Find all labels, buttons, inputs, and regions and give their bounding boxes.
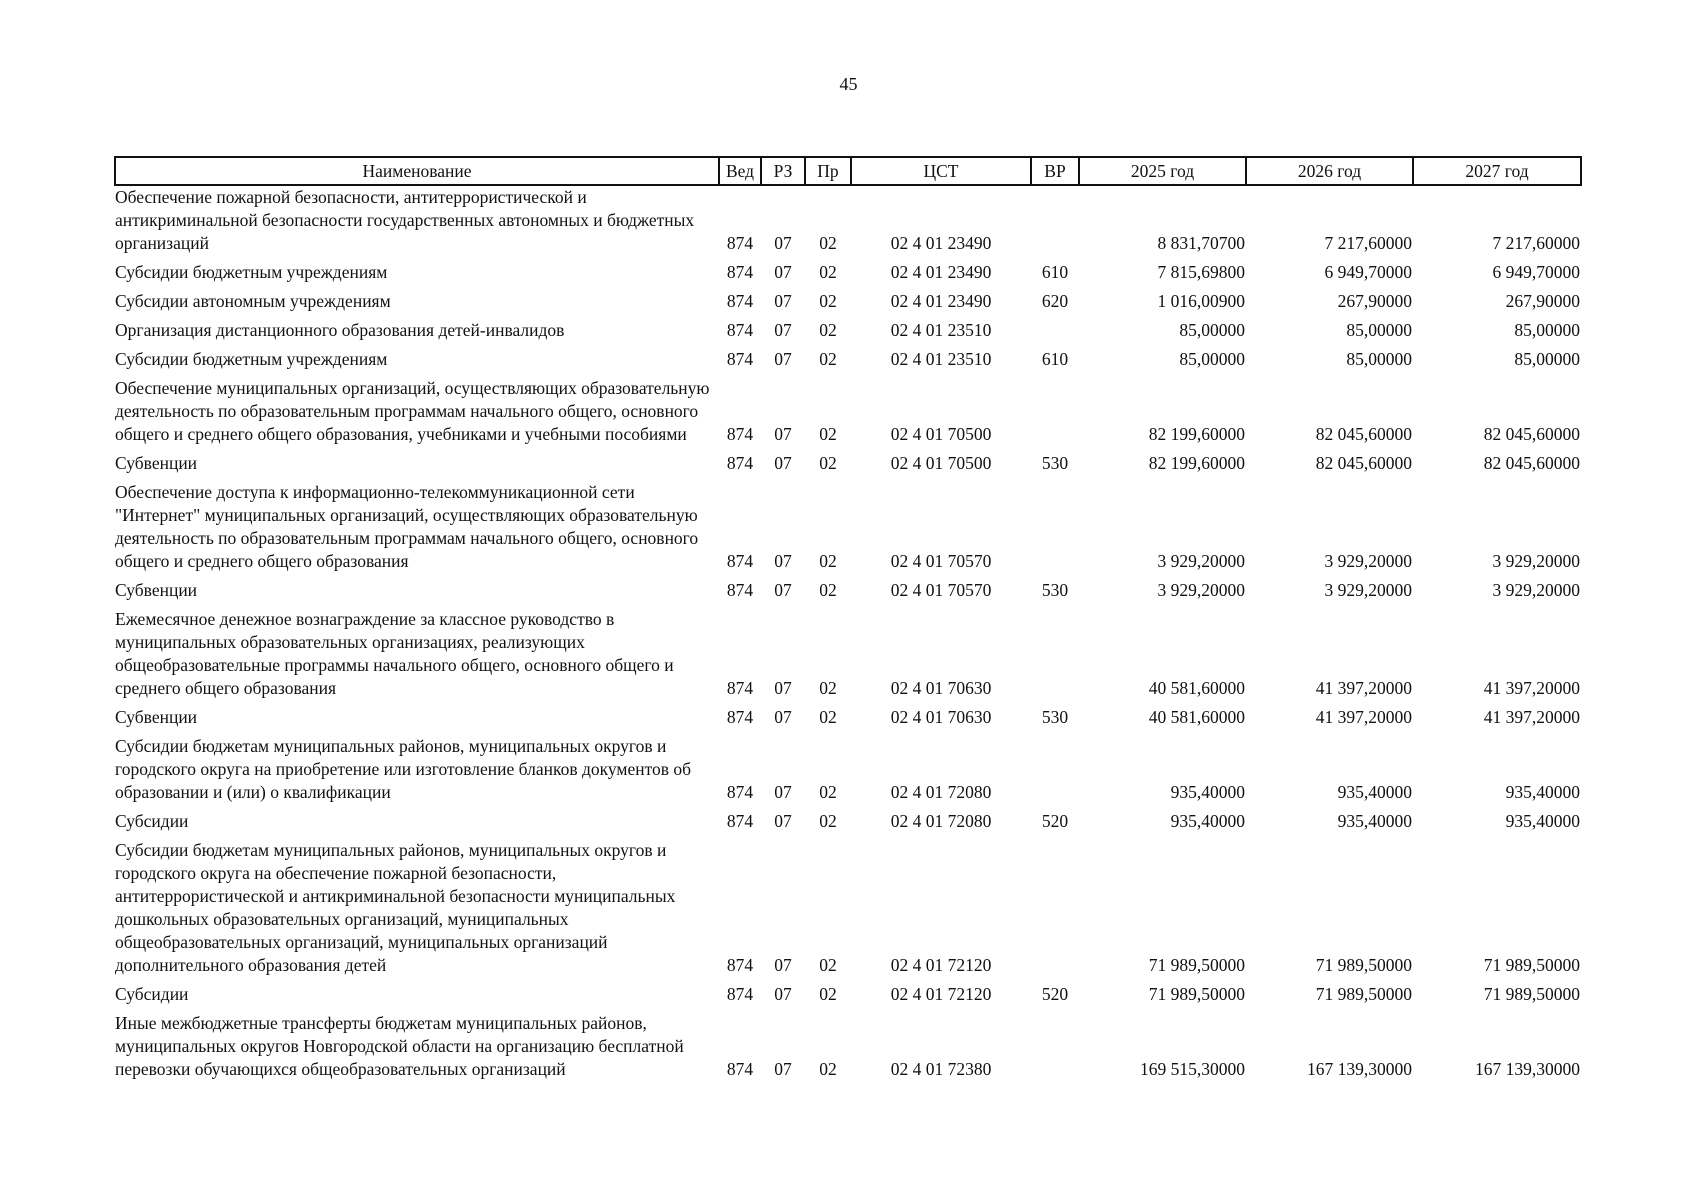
cell-2026: 71 989,50000	[1315, 984, 1412, 1004]
cell-2026: 3 929,20000	[1324, 580, 1412, 600]
cell-pr: 02	[819, 707, 837, 727]
cell-pr: 02	[819, 580, 837, 600]
table-row	[115, 983, 1581, 1012]
cell-rz: 07	[774, 320, 792, 340]
cell-cst: 02 4 01 70570	[890, 580, 992, 600]
cell-vr: 530	[1041, 453, 1069, 473]
header-ved: Вед	[719, 157, 761, 185]
table-body	[115, 185, 1581, 1087]
cell-rz: 07	[774, 811, 792, 831]
cell-vr: 520	[1041, 984, 1069, 1004]
cell-pr: 02	[819, 349, 837, 369]
cell-ved: 874	[726, 955, 754, 975]
cell-2027: 935,40000	[1505, 811, 1580, 831]
budget-table	[114, 156, 1582, 1087]
table-row	[115, 839, 1581, 983]
table-row	[115, 735, 1581, 810]
cell-2027: 6 949,70000	[1492, 262, 1580, 282]
cell-cst: 02 4 01 72080	[890, 782, 992, 802]
cell-2026: 41 397,20000	[1315, 678, 1412, 698]
cell-2027: 41 397,20000	[1483, 707, 1580, 727]
table-row	[115, 481, 1581, 579]
header-cst: ЦСТ	[851, 157, 1031, 185]
cell-cst: 02 4 01 70500	[890, 424, 992, 444]
cell-2027: 85,00000	[1514, 320, 1580, 340]
cell-name: Субвенции	[115, 707, 198, 727]
cell-name: Обеспечение пожарной безопасности, антитеррористической и антикриминальной безопасности государственных автономных и бюджетных организаций	[115, 187, 695, 253]
cell-ved: 874	[726, 262, 754, 282]
header-2027: 2027 год	[1413, 157, 1581, 185]
cell-rz: 07	[774, 678, 792, 698]
cell-pr: 02	[819, 320, 837, 340]
cell-ved: 874	[726, 707, 754, 727]
cell-2025: 7 815,69800	[1157, 262, 1245, 282]
cell-name: Субсидии автономным учреждениям	[115, 291, 391, 311]
table-row	[115, 290, 1581, 319]
cell-pr: 02	[819, 424, 837, 444]
cell-cst: 02 4 01 70630	[890, 707, 992, 727]
cell-2025: 1 016,00900	[1157, 291, 1245, 311]
table-row	[115, 810, 1581, 839]
cell-2026: 82 045,60000	[1315, 424, 1412, 444]
cell-rz: 07	[774, 955, 792, 975]
header-rz: РЗ	[761, 157, 805, 185]
table-row	[115, 319, 1581, 348]
cell-cst: 02 4 01 70570	[890, 551, 992, 571]
cell-vr: 530	[1041, 580, 1069, 600]
cell-ved: 874	[726, 580, 754, 600]
cell-rz: 07	[774, 1059, 792, 1079]
cell-ved: 874	[726, 782, 754, 802]
cell-2027: 7 217,60000	[1492, 233, 1580, 253]
cell-2025: 8 831,70700	[1157, 233, 1245, 253]
page-number: 45	[839, 74, 858, 94]
cell-pr: 02	[819, 262, 837, 282]
cell-name: Субсидии бюджетам муниципальных районов, муниципальных округов и городского округа на приобретение или изготовление бланков документов об образовании и (или) о квалификации	[115, 736, 692, 802]
cell-pr: 02	[819, 984, 837, 1004]
cell-ved: 874	[726, 291, 754, 311]
cell-name: Организация дистанционного образования детей-инвалидов	[115, 320, 565, 340]
cell-ved: 874	[726, 320, 754, 340]
cell-2027: 82 045,60000	[1483, 424, 1580, 444]
cell-cst: 02 4 01 23490	[890, 291, 992, 311]
cell-cst: 02 4 01 70630	[890, 678, 992, 698]
table-row	[115, 348, 1581, 377]
cell-cst: 02 4 01 72120	[890, 955, 992, 975]
cell-2026: 7 217,60000	[1324, 233, 1412, 253]
cell-2025: 85,00000	[1179, 320, 1245, 340]
cell-2025: 40 581,60000	[1148, 707, 1245, 727]
cell-vr: 610	[1041, 349, 1069, 369]
header-2026: 2026 год	[1246, 157, 1413, 185]
cell-rz: 07	[774, 453, 792, 473]
cell-rz: 07	[774, 984, 792, 1004]
cell-cst: 02 4 01 72380	[890, 1059, 992, 1079]
cell-cst: 02 4 01 72080	[890, 811, 992, 831]
cell-pr: 02	[819, 782, 837, 802]
cell-vr	[1031, 735, 1079, 810]
cell-vr	[1031, 319, 1079, 348]
cell-name: Субвенции	[115, 453, 198, 473]
cell-vr	[1031, 185, 1079, 261]
cell-pr: 02	[819, 453, 837, 473]
cell-ved: 874	[726, 453, 754, 473]
cell-name: Обеспечение доступа к информационно-телекоммуникационной сети "Интернет" муниципальных организаций, осуществляющих образовательную деятельность по образовательным программам начального общего, основного общего и среднего общего образования	[115, 482, 699, 571]
table-row	[115, 377, 1581, 452]
table-row	[115, 1012, 1581, 1087]
cell-2026: 85,00000	[1346, 349, 1412, 369]
cell-ved: 874	[726, 551, 754, 571]
cell-rz: 07	[774, 424, 792, 444]
cell-pr: 02	[819, 551, 837, 571]
cell-name: Субсидии	[115, 984, 189, 1004]
cell-2027: 82 045,60000	[1483, 453, 1580, 473]
cell-2026: 935,40000	[1337, 782, 1412, 802]
cell-rz: 07	[774, 233, 792, 253]
cell-2027: 3 929,20000	[1492, 551, 1580, 571]
cell-2026: 85,00000	[1346, 320, 1412, 340]
cell-vr: 610	[1041, 262, 1069, 282]
cell-2026: 71 989,50000	[1315, 955, 1412, 975]
cell-2027: 85,00000	[1514, 349, 1580, 369]
cell-cst: 02 4 01 23490	[890, 233, 992, 253]
cell-name: Субсидии бюджетным учреждениям	[115, 262, 388, 282]
table-row	[115, 261, 1581, 290]
cell-vr: 530	[1041, 707, 1069, 727]
cell-ved: 874	[726, 678, 754, 698]
cell-2025: 82 199,60000	[1148, 424, 1245, 444]
cell-2027: 935,40000	[1505, 782, 1580, 802]
header-vr: ВР	[1031, 157, 1079, 185]
cell-cst: 02 4 01 23510	[890, 349, 992, 369]
table-row	[115, 452, 1581, 481]
cell-name: Иные межбюджетные трансферты бюджетам муниципальных районов, муниципальных округов Новгородской области на организацию бесплатной перевозки обучающихся общеобразовательных организаций	[115, 1013, 684, 1079]
cell-2027: 41 397,20000	[1483, 678, 1580, 698]
cell-ved: 874	[726, 349, 754, 369]
cell-rz: 07	[774, 291, 792, 311]
cell-pr: 02	[819, 1059, 837, 1079]
cell-2025: 40 581,60000	[1148, 678, 1245, 698]
cell-2025: 3 929,20000	[1157, 580, 1245, 600]
cell-pr: 02	[819, 233, 837, 253]
cell-2026: 82 045,60000	[1315, 453, 1412, 473]
cell-rz: 07	[774, 580, 792, 600]
cell-2025: 3 929,20000	[1157, 551, 1245, 571]
cell-rz: 07	[774, 707, 792, 727]
cell-2026: 167 139,30000	[1307, 1059, 1412, 1079]
cell-2025: 935,40000	[1170, 811, 1245, 831]
cell-ved: 874	[726, 233, 754, 253]
cell-rz: 07	[774, 782, 792, 802]
cell-2026: 267,90000	[1337, 291, 1412, 311]
cell-name: Субвенции	[115, 580, 198, 600]
cell-vr	[1031, 839, 1079, 983]
cell-name: Субсидии бюджетам муниципальных районов, муниципальных округов и городского округа на обеспечение пожарной безопасности, антитеррористической и антикриминальной безопасности муниципальных дошкольных образовательных организаций, муниципальных общеобразовательных организаций, муниципальных организаций дополнительного образования детей	[115, 840, 676, 975]
cell-2026: 935,40000	[1337, 811, 1412, 831]
table-row	[115, 185, 1581, 261]
cell-pr: 02	[819, 811, 837, 831]
cell-rz: 07	[774, 262, 792, 282]
header-name: Наименование	[115, 157, 719, 185]
cell-cst: 02 4 01 72120	[890, 984, 992, 1004]
cell-pr: 02	[819, 678, 837, 698]
cell-2025: 935,40000	[1170, 782, 1245, 802]
cell-cst: 02 4 01 23490	[890, 262, 992, 282]
cell-pr: 02	[819, 291, 837, 311]
cell-vr	[1031, 481, 1079, 579]
cell-name: Обеспечение муниципальных организаций, осуществляющих образовательную деятельность по образовательным программам начального общего, основного общего и среднего общего образования, учебниками и учебными пособиями	[115, 378, 710, 444]
cell-2027: 71 989,50000	[1483, 984, 1580, 1004]
cell-2025: 71 989,50000	[1148, 984, 1245, 1004]
cell-vr: 620	[1041, 291, 1069, 311]
cell-ved: 874	[726, 1059, 754, 1079]
cell-name: Ежемесячное денежное вознаграждение за классное руководство в муниципальных образовательных организациях, реализующих общеобразовательные программы начального общего, основного общего и среднего общего образования	[115, 609, 674, 698]
cell-2027: 267,90000	[1505, 291, 1580, 311]
cell-vr: 520	[1041, 811, 1069, 831]
table-row	[115, 579, 1581, 608]
cell-2026: 6 949,70000	[1324, 262, 1412, 282]
table-header-row	[115, 157, 1581, 185]
cell-vr	[1031, 608, 1079, 706]
cell-name: Субсидии бюджетным учреждениям	[115, 349, 388, 369]
cell-rz: 07	[774, 349, 792, 369]
cell-2026: 41 397,20000	[1315, 707, 1412, 727]
cell-cst: 02 4 01 70500	[890, 453, 992, 473]
cell-2025: 82 199,60000	[1148, 453, 1245, 473]
cell-2027: 167 139,30000	[1475, 1059, 1580, 1079]
cell-ved: 874	[726, 984, 754, 1004]
cell-ved: 874	[726, 811, 754, 831]
cell-2026: 3 929,20000	[1324, 551, 1412, 571]
cell-2025: 71 989,50000	[1148, 955, 1245, 975]
cell-2025: 169 515,30000	[1140, 1059, 1245, 1079]
cell-2027: 3 929,20000	[1492, 580, 1580, 600]
cell-cst: 02 4 01 23510	[890, 320, 992, 340]
header-pr: Пр	[805, 157, 851, 185]
cell-2027: 71 989,50000	[1483, 955, 1580, 975]
cell-rz: 07	[774, 551, 792, 571]
cell-ved: 874	[726, 424, 754, 444]
cell-vr	[1031, 377, 1079, 452]
table-row	[115, 706, 1581, 735]
table-row	[115, 608, 1581, 706]
cell-vr	[1031, 1012, 1079, 1087]
header-2025: 2025 год	[1079, 157, 1246, 185]
cell-pr: 02	[819, 955, 837, 975]
cell-2025: 85,00000	[1179, 349, 1245, 369]
cell-name: Субсидии	[115, 811, 189, 831]
